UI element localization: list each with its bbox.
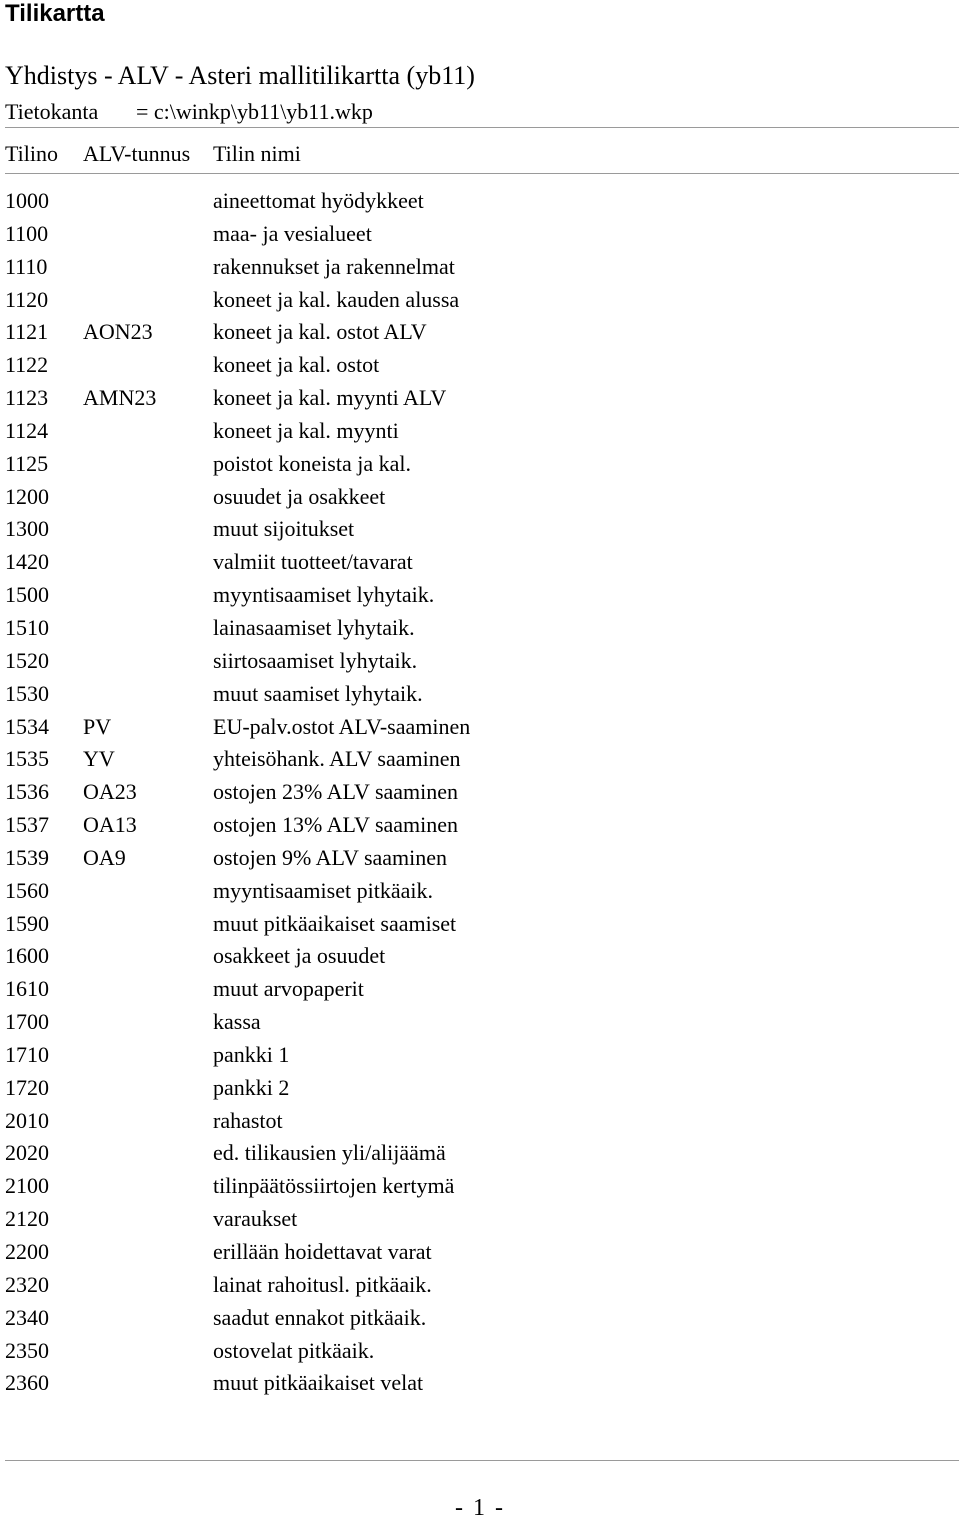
account-name: lainasaamiset lyhytaik.: [213, 614, 415, 640]
table-row: [0, 777, 960, 810]
database-line: [5, 98, 373, 126]
vat-code: YV: [83, 746, 115, 772]
table-row: [0, 1073, 960, 1106]
account-number: 1123: [5, 385, 49, 411]
account-name: ed. tilikausien yli/alijäämä: [213, 1140, 446, 1166]
table-row: [0, 350, 960, 383]
table-row: [0, 285, 960, 318]
table-row: [0, 613, 960, 646]
table-row: [0, 449, 960, 482]
account-number: 2360: [5, 1370, 49, 1396]
account-number: 1510: [5, 614, 49, 640]
header-divider-top: [5, 127, 959, 128]
table-row: [0, 1106, 960, 1139]
account-number: 1560: [5, 877, 49, 903]
account-number: 1500: [5, 582, 49, 608]
vat-code: AON23: [83, 319, 153, 345]
database-label: Tietokanta: [5, 99, 99, 124]
accounts-table: [0, 186, 960, 1401]
account-name: saadut ennakot pitkäaik.: [213, 1304, 427, 1330]
account-number: 1122: [5, 352, 49, 378]
account-name: siirtosaamiset lyhytaik.: [213, 647, 418, 673]
page-number: - 1 -: [455, 1495, 505, 1521]
account-name: myyntisaamiset pitkäaik.: [213, 877, 433, 903]
table-row: [0, 1270, 960, 1303]
table-row: [0, 843, 960, 876]
chart-of-accounts-subtitle: Yhdistys - ALV - Asteri mallitilikartta (yb11): [5, 61, 475, 90]
table-row: [0, 1237, 960, 1270]
table-row: [0, 383, 960, 416]
vat-code: OA23: [83, 779, 137, 805]
account-number: 1720: [5, 1074, 49, 1100]
account-number: 1121: [5, 319, 49, 345]
account-number: 1535: [5, 746, 49, 772]
account-number: 2200: [5, 1239, 49, 1264]
table-row: [0, 1303, 960, 1336]
table-row: [0, 810, 960, 843]
account-number: 1100: [5, 220, 49, 246]
account-number: 1124: [5, 417, 49, 443]
database-path: = c:\winkp\yb11\yb11.wkp: [136, 99, 373, 124]
account-name: kassa: [213, 1009, 261, 1035]
vat-code: OA13: [83, 812, 137, 838]
account-name: rahastot: [213, 1107, 283, 1133]
account-name: muut arvopaperit: [213, 976, 364, 1002]
account-number: 2010: [5, 1107, 49, 1133]
account-number: 1420: [5, 549, 49, 575]
table-row: [0, 744, 960, 777]
table-row: [0, 1368, 960, 1401]
account-number: 1610: [5, 976, 49, 1002]
account-number: 1530: [5, 680, 49, 706]
table-row: [0, 317, 960, 350]
account-number: 1110: [5, 253, 48, 279]
table-row: [0, 547, 960, 580]
account-number: 2340: [5, 1304, 49, 1330]
table-row: [0, 941, 960, 974]
account-name: pankki 2: [213, 1074, 290, 1100]
account-name: osuudet ja osakkeet: [213, 483, 386, 509]
column-header-account-number: Tilino: [5, 141, 59, 166]
table-row: [0, 1171, 960, 1204]
table-row: [0, 712, 960, 745]
account-number: 1710: [5, 1041, 49, 1067]
account-number: 1537: [5, 812, 49, 838]
table-row: [0, 416, 960, 449]
header-divider-bottom: [5, 173, 959, 174]
account-name: muut sijoitukset: [213, 516, 355, 542]
account-number: 1600: [5, 943, 49, 969]
account-number: 1539: [5, 844, 49, 870]
account-name: erillään hoidettavat varat: [213, 1239, 432, 1264]
account-name: pankki 1: [213, 1041, 290, 1067]
account-name: koneet ja kal. ostot ALV: [213, 319, 427, 345]
column-header-account-name: Tilin nimi: [213, 141, 301, 166]
account-name: valmiit tuotteet/tavarat: [213, 549, 413, 575]
account-name: koneet ja kal. myynti ALV: [213, 385, 447, 411]
table-row: [0, 876, 960, 909]
table-row: [0, 909, 960, 942]
account-name: EU-palv.ostot ALV-saaminen: [213, 713, 471, 739]
account-name: tilinpäätössiirtojen kertymä: [213, 1173, 455, 1199]
table-row: [0, 679, 960, 712]
account-number: 1520: [5, 647, 49, 673]
vat-code: OA9: [83, 844, 126, 870]
account-name: lainat rahoitusl. pitkäaik.: [213, 1271, 432, 1297]
table-row: [0, 1336, 960, 1369]
account-name: ostojen 13% ALV saaminen: [213, 812, 459, 838]
account-name: ostojen 9% ALV saaminen: [213, 844, 448, 870]
table-row: [0, 974, 960, 1007]
account-name: varaukset: [213, 1206, 298, 1232]
account-name: muut pitkäaikaiset saamiset: [213, 910, 457, 936]
account-number: 2350: [5, 1337, 49, 1363]
table-row: [0, 1007, 960, 1040]
account-name: aineettomat hyödykkeet: [213, 188, 424, 213]
column-header-vat-code: ALV-tunnus: [83, 141, 191, 166]
account-number: 1000: [5, 188, 49, 213]
table-row: [0, 252, 960, 285]
account-name: myyntisaamiset lyhytaik.: [213, 582, 435, 608]
account-name: ostovelat pitkäaik.: [213, 1337, 375, 1363]
account-number: 2120: [5, 1206, 49, 1232]
table-row: [0, 219, 960, 252]
account-number: 1590: [5, 910, 49, 936]
account-name: ostojen 23% ALV saaminen: [213, 779, 459, 805]
account-name: koneet ja kal. ostot: [213, 352, 380, 378]
account-name: yhteisöhank. ALV saaminen: [213, 746, 461, 772]
table-row: [0, 580, 960, 613]
account-number: 1120: [5, 286, 49, 312]
vat-code: PV: [83, 713, 112, 739]
account-name: rakennukset ja rakennelmat: [213, 253, 455, 279]
account-number: 1534: [5, 713, 49, 739]
account-name: poistot koneista ja kal.: [213, 450, 411, 476]
account-number: 1700: [5, 1009, 49, 1035]
document-title: Tilikartta: [5, 0, 105, 27]
footer-divider: [5, 1460, 959, 1461]
vat-code: AMN23: [83, 385, 157, 411]
table-row: [0, 1138, 960, 1171]
table-row: [0, 1040, 960, 1073]
table-row: [0, 186, 960, 219]
table-row: [0, 1204, 960, 1237]
account-name: koneet ja kal. kauden alussa: [213, 286, 460, 312]
account-name: muut pitkäaikaiset velat: [213, 1370, 424, 1396]
account-name: maa- ja vesialueet: [213, 220, 372, 246]
account-number: 1300: [5, 516, 49, 542]
account-number: 2100: [5, 1173, 49, 1199]
table-row: [0, 482, 960, 515]
account-number: 1125: [5, 450, 49, 476]
account-name: koneet ja kal. myynti: [213, 417, 399, 443]
table-row: [0, 514, 960, 547]
account-number: 1536: [5, 779, 49, 805]
account-number: 2320: [5, 1271, 49, 1297]
account-name: muut saamiset lyhytaik.: [213, 680, 423, 706]
account-number: 2020: [5, 1140, 49, 1166]
table-row: [0, 646, 960, 679]
account-number: 1200: [5, 483, 49, 509]
account-name: osakkeet ja osuudet: [213, 943, 386, 969]
